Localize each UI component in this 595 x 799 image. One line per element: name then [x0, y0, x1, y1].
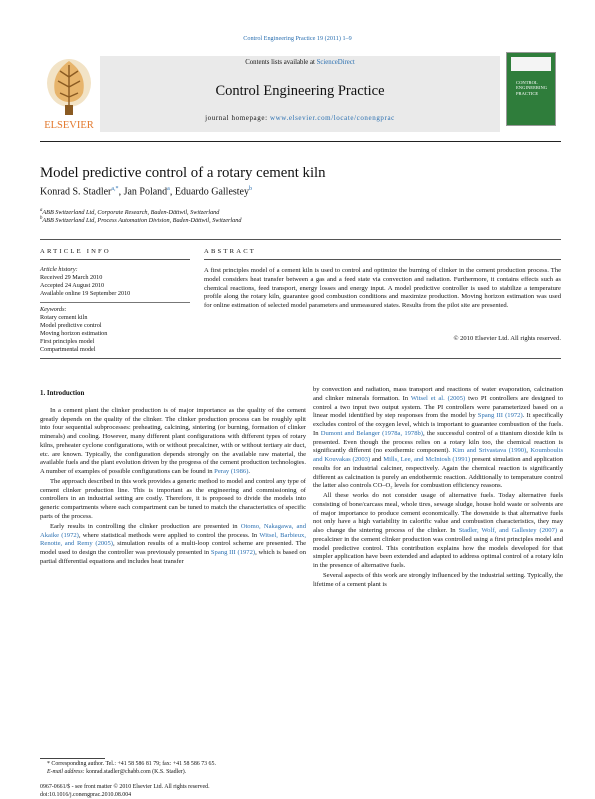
- paragraph: [40, 523, 306, 567]
- affiliation-mark: b: [40, 216, 43, 221]
- abstract-copyright: © 2010 Elsevier Ltd. All rights reserved.: [453, 335, 561, 342]
- elsevier-logo[interactable]: [38, 53, 100, 131]
- citation-link[interactable]: Kim and Srivastava (1990): [452, 447, 527, 455]
- footnote-rule: [40, 758, 105, 759]
- paragraph: [313, 492, 563, 571]
- abstract-heading: ABSTRACT: [204, 248, 257, 255]
- doi-line[interactable]: doi:10.1016/j.conengprac.2010.08.004: [40, 791, 132, 798]
- author-affiliation-mark[interactable]: b: [248, 186, 252, 192]
- abstract-bottom-rule: [40, 358, 561, 359]
- journal-homepage: [100, 114, 500, 122]
- history-label: Article history:: [40, 266, 78, 273]
- paragraph: [313, 572, 563, 590]
- email-label: E-mail address:: [47, 768, 85, 775]
- paragraph-text: two PI controllers are designed to control a two input two output system. The PI controllers were parameterized based on a linear model identified by step responses from the model by: [313, 394, 563, 420]
- abstract-rule: [204, 259, 561, 260]
- body-column-right: [313, 386, 563, 591]
- author-list: Konrad S. Stadler$^{a,*}$, Jan Poland$^a$, Eduardo Gallestey$^b$: [40, 186, 252, 198]
- paragraph-text: , which is based on partial differential equations and includes heat transfer: [40, 549, 306, 565]
- citation-link[interactable]: Koumboulis and Kouvakas (2003): [313, 447, 564, 463]
- section-heading: 1. Introduction: [40, 390, 85, 397]
- keyword: Compartmental model: [40, 346, 96, 353]
- article-title: Model predictive control of a rotary cement kiln: [40, 165, 326, 181]
- paragraph: [40, 407, 306, 477]
- citation-link[interactable]: Witsel, Barbieux, Renotte, and Remy (2005): [40, 531, 306, 548]
- history-online: Available online 19 September 2010: [40, 290, 131, 297]
- keyword: Moving horizon estimation: [40, 330, 108, 337]
- affiliation-text: ABB Switzerland Ltd, Corporate Research, Baden-Dättwil, Switzerland: [42, 209, 220, 217]
- paragraph-text: The approach described in this work provides a generic method to model and control any type of cement clinker production line. This is important as the engineering and commissioning of controllers in an industrial setting are costly. Therefore, it is proposed to divide the models into generic compartments where each compartment can be tuned to match the characteristics of specific parts of the process.: [40, 477, 306, 520]
- header-divider: [40, 239, 561, 240]
- email-address[interactable]: konrad.stadler@chabb.com (K.S. Stadler).: [86, 768, 187, 775]
- citation-link[interactable]: Spang III (1972): [210, 549, 256, 557]
- elsevier-wordmark: ELSEVIER: [44, 120, 94, 131]
- citation-link[interactable]: Mills, Lee, and McIntosh (1991): [383, 456, 471, 463]
- contents-line: [100, 59, 500, 66]
- paragraph-text: . It specifically excludes control of the oxygen level, which is important to guarantee combustion of the fuels. In: [313, 412, 563, 437]
- paragraph-text: , where statistical methods were applied to control the process. In: [78, 531, 260, 539]
- author-name: Eduardo Gallestey: [174, 186, 249, 198]
- paragraph-text: .: [248, 468, 251, 475]
- paragraph: [313, 386, 563, 491]
- author-name: Jan Poland: [123, 186, 168, 198]
- keyword: Model predictive control: [40, 322, 102, 329]
- keyword: Rotary cement kiln: [40, 314, 88, 321]
- article-info-heading: ARTICLE INFO: [40, 248, 111, 255]
- citation-link[interactable]: Witsel et al. (2005): [410, 394, 466, 402]
- homepage-prefix: journal homepage:: [205, 114, 270, 122]
- cover-header-bar: [511, 57, 551, 71]
- journal-name: Control Engineering Practice: [215, 83, 385, 99]
- paragraph: [40, 478, 306, 522]
- affiliation: [40, 216, 241, 224]
- author-name: Konrad S. Stadler: [40, 186, 112, 198]
- author-affiliation-mark[interactable]: a: [167, 186, 170, 192]
- affiliation-mark: a: [40, 208, 43, 213]
- paragraph-text: present simulation and application results for an industrial calciner, respectively. Again the chemical reaction is significantly different as calcination is purely an endothermic reaction. Additionally to temperature control the latter also controls CO–O₂ levels for combustion efficiency reasons.: [313, 456, 563, 490]
- corresponding-author-footnote: [47, 761, 307, 776]
- sciencedirect-link[interactable]: ScienceDirect: [316, 59, 355, 66]
- issn-doi-block: [40, 784, 340, 799]
- body-column-left: [40, 390, 306, 568]
- footnote-email: [47, 769, 307, 777]
- article-info-block: [40, 266, 190, 354]
- affiliation-text: ABB Switzerland Ltd, Process Automation Division, Baden-Dättwil, Switzerland: [42, 217, 242, 225]
- citation-link[interactable]: Otomo, Nakagawa, and Akaike (1972): [40, 522, 306, 539]
- paragraph-text: a precalciner in the cement clinker production was controlled using a first principles model and model predictive control. This contribution explains how the models developed for that simpler application have been extended and adapted to address optimal control of a rotary kiln in the presence of alternative fuels.: [313, 527, 563, 570]
- running-head[interactable]: Control Engineering Practice 19 (2011) 1–9: [243, 35, 352, 42]
- footnote-contact: * Corresponding author. Tel.: +41 58 586 81 79; fax: +41 58 586 73 65.: [47, 761, 216, 767]
- issn-line: 0967-0661/$ - see front matter © 2010 Elsevier Ltd. All rights reserved.: [40, 784, 210, 790]
- paragraph-text: , the successful control of a titanium dioxide kiln is presented. Even though the process relies on a rotary kiln too, the chemical reaction is significantly different (no exothermic component).: [313, 429, 563, 455]
- author-affiliation-mark[interactable]: a,*: [111, 186, 119, 192]
- paragraph-text: and: [370, 456, 384, 463]
- abstract-text: A first principles model of a cement kiln is used to control and optimize the burning of clinker in the cement production process. The model considers heat transfer between a gas and a feed state via convection and radiation. Furthermore, it contains effects such as chemical reactions, feed transport, energy losses and energy input. A model predictive controller is used to stabilize a temperature profile along the rotary kiln, guarantee good combustion conditions and maximize production. Moving horizon estimation was used for online estimation of selected model parameters and unmeasured states. Results from the pilot site are presented.: [204, 267, 561, 309]
- cover-title: CONTROL ENGINEERING PRACTICE: [516, 80, 548, 96]
- citation-link[interactable]: Dumont and Belanger (1978a, 1978b): [320, 429, 423, 437]
- citation-link[interactable]: Peray (1986): [214, 468, 249, 475]
- paragraph-text: In a cement plant the clinker production is of major importance as the quality of the cement greatly depends on the quality of the clinker. The clinker production process can be roughly split into four sequential subprocesses: preheating, calcining, sintering (or burning, formation of clinker minerals) and cooling. However, many different plant configurations with different types of rotary kilns, preheater cyclone configurations, with or without precalciner, with or without tertiary air duct, etc. are known. Typically, the configuration depends strongly on the available raw material, the available fuels and the plant evolution driven by the progress of the cement production technologies. A number of examples of possible configurations can be found in: [40, 406, 306, 475]
- affiliation: [40, 208, 219, 216]
- homepage-link[interactable]: www.elsevier.com/locate/conengprac: [269, 114, 395, 122]
- article-info-rule: [40, 259, 190, 260]
- keywords-divider: [40, 302, 190, 303]
- keyword: First principles model: [40, 338, 95, 345]
- history-accepted: Accepted 24 August 2010: [40, 282, 105, 289]
- paragraph-text: Several aspects of this work are strongly influenced by the industrial setting. Typically, the lifetime of a cement plant is: [313, 572, 563, 588]
- masthead-rule: [40, 141, 561, 142]
- paragraph-text: Early results in controlling the clinker production are presented in: [50, 522, 241, 530]
- keywords-label: Keywords:: [40, 306, 67, 313]
- contents-prefix: Contents lists available at: [245, 59, 317, 66]
- citation-link[interactable]: Spang III (1972): [477, 412, 523, 420]
- paragraph-text: ,: [526, 447, 531, 455]
- paragraph-text: All these works do not consider usage of alternative fuels. Today alternative fuels consisting of bone/carcass meal, whole tires, sewage sludge, house hold waste or solvents are of major importance to produce cement economically. The downside is that alternative fuels not only have a high variability in calorific value and combustion characteristics, they may also change the sintering process of the clinker. In: [313, 492, 563, 535]
- paragraph-text: , simulation results of a multi-loop control scheme are presented. The model used to design the controller was previously presented in: [40, 540, 306, 557]
- journal-cover-thumbnail[interactable]: [506, 52, 556, 126]
- history-received: Received 29 March 2010: [40, 274, 103, 281]
- paragraph-text: by convection and radiation, mass transport and reactions of water evaporation, calcination and clinker minerals formation. In: [313, 386, 563, 402]
- citation-link[interactable]: Stadler, Wolf, and Gallestey (2007): [458, 527, 558, 535]
